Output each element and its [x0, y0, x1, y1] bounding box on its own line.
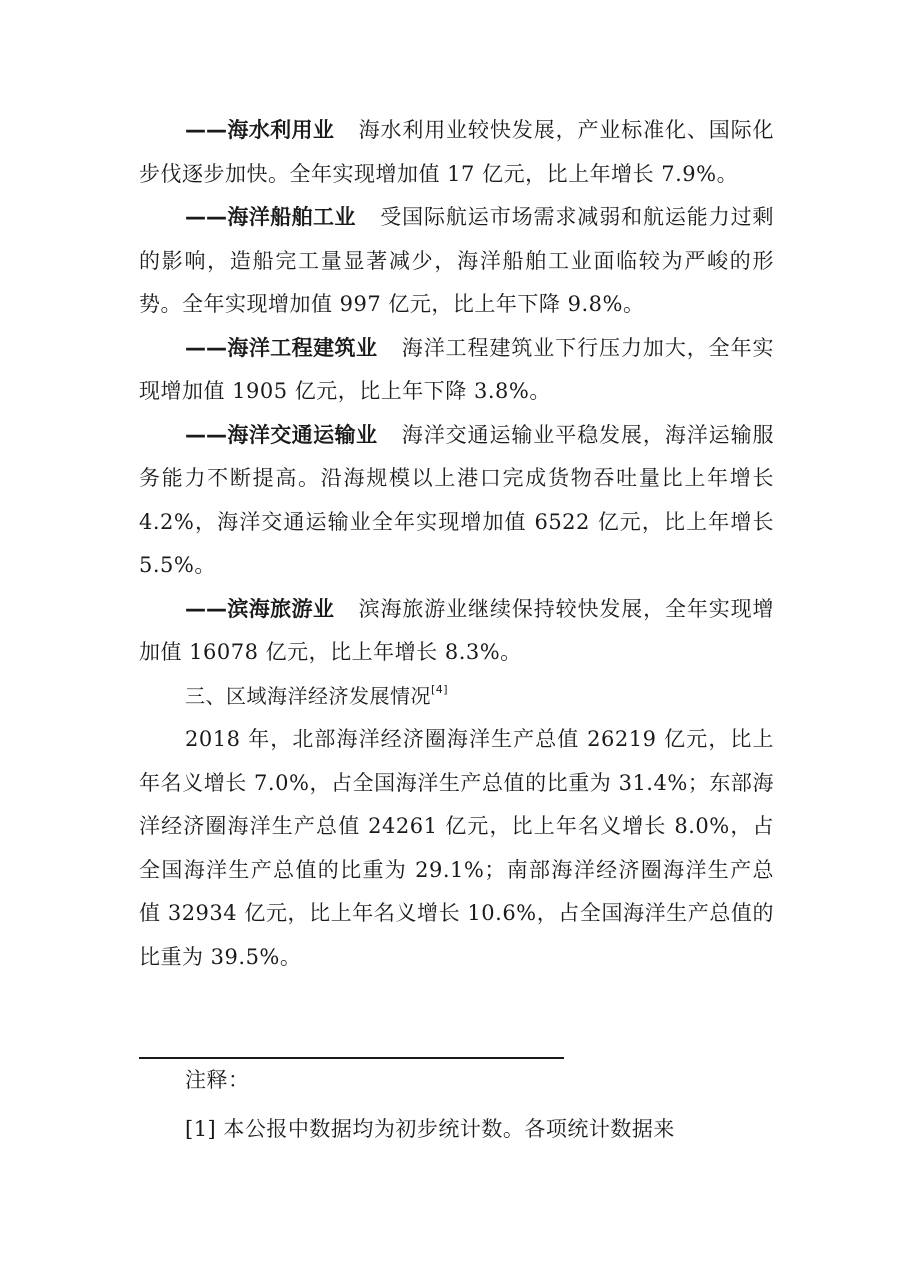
paragraph-lead: ——海洋工程建筑业 — [185, 335, 378, 360]
paragraph-lead: ——海洋交通运输业 — [185, 422, 378, 447]
section-body: 2018 年，北部海洋经济圈海洋生产总值 26219 亿元，比上年名义增长 7.0%，占全国海洋生产总值的比重为 31.4%；东部海洋经济圈海洋生产总值 24261 亿元，比上年名义增长 8.0%，占全国海洋生产总值的比重为 29.1%；南部海洋经济圈海洋生产总值 32934 亿元，比上年名义增长 10.6%，占全国海洋生产总值的比重为 39.5%。 — [139, 727, 774, 969]
paragraph-engineering-construction — [139, 327, 774, 414]
paragraph-body: 海洋工程建筑业下行压力加大，全年实现增加值 1905 亿元，比上年下降 3.8%。 — [139, 335, 774, 403]
section-heading — [139, 675, 774, 719]
footnotes — [139, 1058, 774, 1152]
footnote-reference[interactable]: [4] — [431, 682, 449, 696]
paragraph-ship-industry — [139, 196, 774, 327]
note-item: [1] 本公报中数据均为初步统计数。各项统计数据来 — [185, 1117, 675, 1141]
paragraph-coastal-tourism — [139, 588, 774, 675]
paragraph-lead: ——滨海旅游业 — [185, 596, 335, 621]
paragraph-lead: ——海洋船舶工业 — [185, 205, 356, 229]
paragraph-body: 海水利用业较快发展，产业标准化、国际化步伐逐步加快。全年实现增加值 17 亿元，比上年增长 7.9%。 — [139, 118, 774, 186]
section-heading-text: 三、区域海洋经济发展情况 — [185, 683, 431, 708]
paragraph-body: 海洋交通运输业平稳发展，海洋运输服务能力不断提高。沿海规模以上港口完成货物吞吐量比上年增长 4.2%，海洋交通运输业全年实现增加值 6522 亿元，比上年增长 5.5%。 — [139, 422, 774, 577]
paragraph-transportation — [139, 414, 774, 588]
paragraph-lead: ——海水利用业 — [185, 118, 335, 142]
paragraph-body: 滨海旅游业继续保持较快发展，全年实现增加值 16078 亿元，比上年增长 8.3%。 — [139, 596, 774, 664]
notes-title: 注释： — [185, 1068, 250, 1092]
paragraph-seawater-utilization — [139, 109, 774, 196]
industry-section — [139, 109, 774, 979]
paragraph-body: 受国际航运市场需求减弱和航运能力过剩的影响，造船完工量显著减少，海洋船舶工业面临较为严峻的形势。全年实现增加值 997 亿元，比上年下降 9.8%。 — [139, 205, 775, 316]
